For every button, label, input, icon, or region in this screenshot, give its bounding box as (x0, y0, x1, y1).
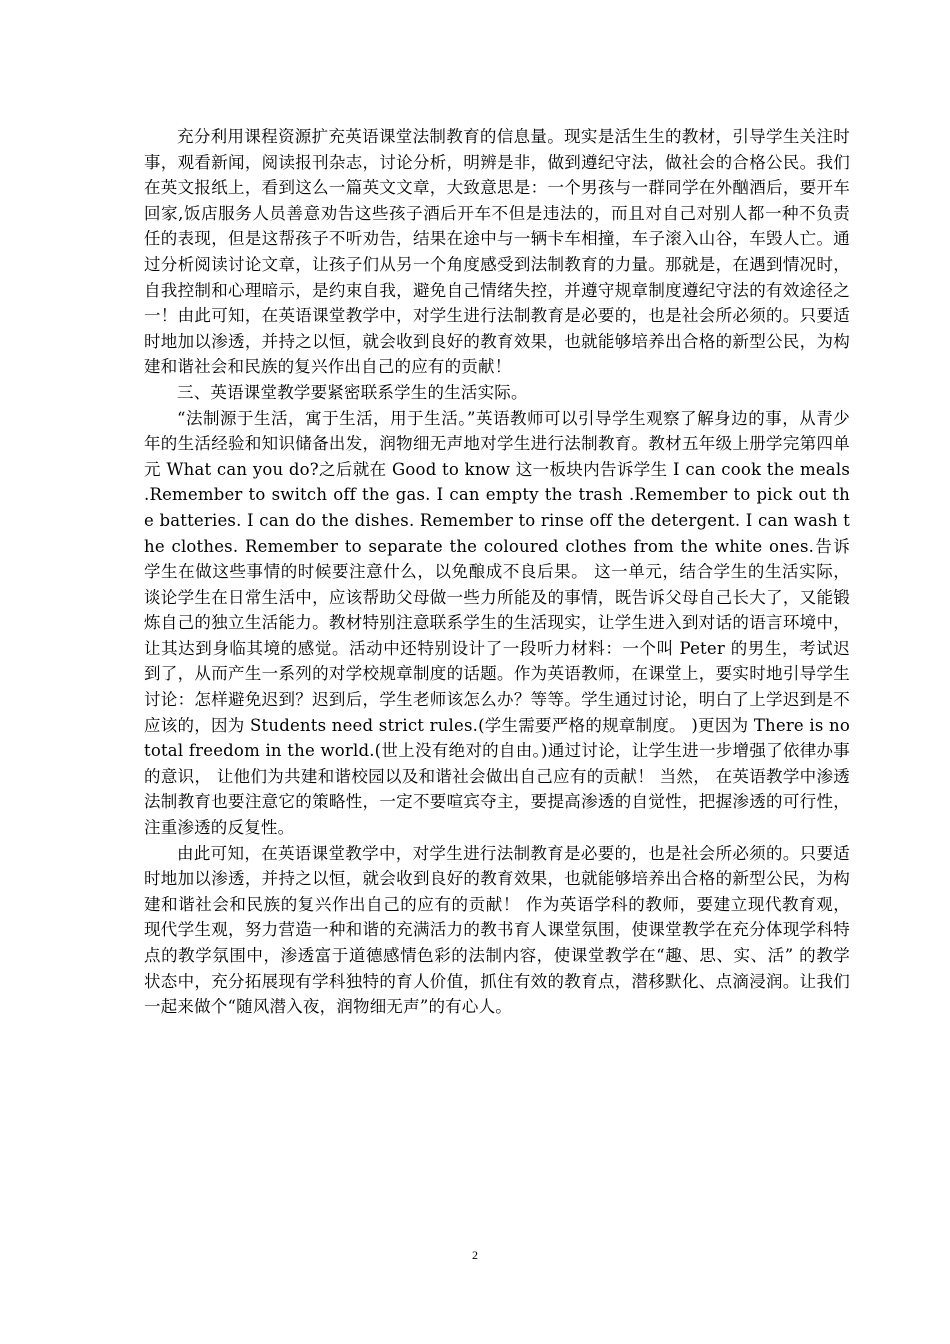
body-paragraph-1: 充分利用课程资源扩充英语课堂法制教育的信息量。现实是活生生的教材，引导学生关注时事，观看新闻，阅读报刊杂志，讨论分析，明辨是非，做到遵纪守法，做社会的合格公民。我们在英文报纸上，看到这么一篇英文文章，大致意思是：一个男孩与一群同学在外酗酒后，要开车回家,饭店服务人员善意劝告这些孩子酒后开车不但是违法的，而且对自己对别人都一种不负责任的表现，但是这帮孩子不听劝告，结果在途中与一辆卡车相撞，车子滚入山谷，车毁人亡。通过分析阅读讨论文章，让孩子们从另一个角度感受到法制教育的力量。那就是，在遇到情况时，自我控制和心理暗示，是约束自我，避免自己情绪失控，并遵守规章制度遵纪守法的有效途径之一！由此可知，在英语课堂教学中，对学生进行法制教育是必要的，也是社会所必须的。只要适时地加以渗透，并持之以恒，就会收到良好的教育效果，也就能够培养出合格的新型公民，为构建和谐社会和民族的复兴作出自己的应有的贡献！ (144, 127, 850, 377)
section-heading-3: 三、英语课堂教学要紧密联系学生的生活实际。 (177, 382, 528, 402)
body-paragraph-2: “法制源于生活，寓于生活，用于生活。”英语教师可以引导学生观察了解身边的事，从青少年的生活经验和知识储备出发，润物细无声地对学生进行法制教育。教材五年级上册学完第四单元 What can you do?之后就在 Good to know 这一板块内告诉学生 I can cook the meals .Remember to switch off the gas. I can empty the trash .Remember to pick out the batteries. I can do the dishes. Remember to rinse off the detergent. I can wash the clothes. Remember to separate the coloured clothes from the white ones.告诉学生在做这些事情的时候要注意什么，以免酿成不良后果。 这一单元，结合学生的生活实际，谈论学生在日常生活中，应该帮助父母做一些力所能及的事情，既告诉父母自己长大了，又能锻炼自己的独立生活能力。教材特别注意联系学生的生活现实，让学生进入到对话的语言环境中，让其达到身临其境的感觉。活动中还特别设计了一段听力材料：一个叫 Peter 的男生，考试迟到了，从而产生一系列的对学校规章制度的话题。作为英语教师，在课堂上，要实时地引导学生讨论：怎样避免迟到？迟到后，学生老师该怎么办？等等。学生通过讨论，明白了上学迟到是不应该的，因为 Students need strict rules.(学生需要严格的规章制度。 )更因为 There is no total freedom in the world.(世上没有绝对的自由。)通过讨论，让学生进一步增强了依律办事的意识， 让他们为共建和谐校园以及和谐社会做出自己应有的贡献！ 当然， 在英语教学中渗透法制教育也要注意它的策略性，一定不要喧宾夺主，要提高渗透的自觉性，把握渗透的可行性，注重渗透的反复性。 (144, 408, 850, 838)
page-number: 2 (472, 1248, 478, 1262)
body-paragraph-3: 由此可知，在英语课堂教学中，对学生进行法制教育是必要的，也是社会所必须的。只要适时地加以渗透，并持之以恒，就会收到良好的教育效果，也就能够培养出合格的新型公民，为构建和谐社会和民族的复兴作出自己的应有的贡献！ 作为英语学科的教师，要建立现代教育观，现代学生观，努力营造一种和谐的充满活力的教书育人课堂氛围，使课堂教学在充分体现学科特点的教学氛围中，渗透富于道德感情色彩的法制内容，使课堂教学在“趣、思、实、活” 的教学状态中，充分拓展现有学科独特的育人价值，抓住有效的教育点，潜移默化、点滴浸润。让我们一起来做个“随风潜入夜，润物细无声”的有心人。 (144, 843, 850, 1017)
document-body (144, 124, 850, 1020)
